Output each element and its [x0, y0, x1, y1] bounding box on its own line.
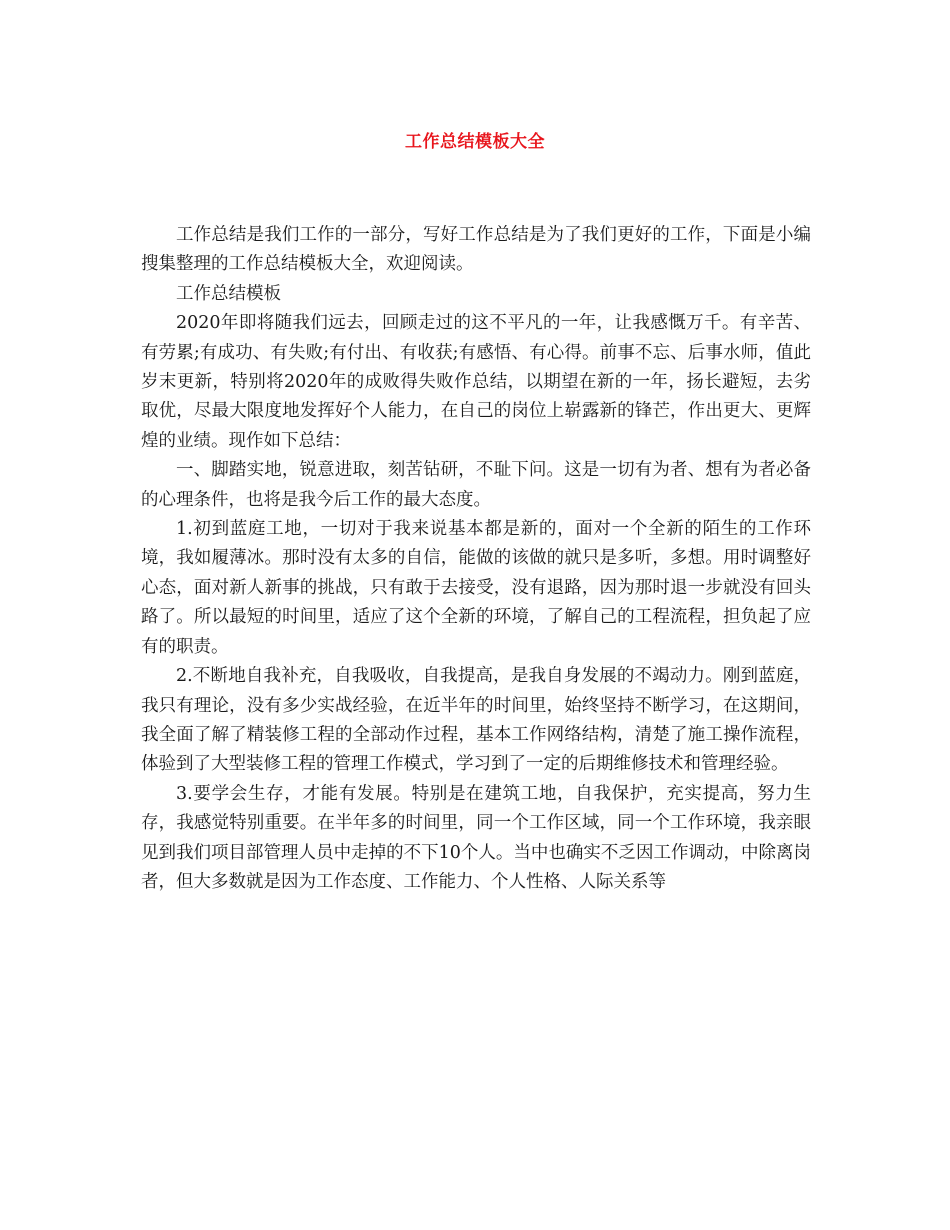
document-body — [141, 221, 811, 897]
paragraph-item-2: 2.不断地自我补充，自我吸收，自我提高，是我自身发展的不竭动力。刚到蓝庭，我只有理论，没有多少实战经验，在近半年的时间里，始终坚持不断学习，在这期间，我全面了解了精装修工程的全部动作过程，基本工作网络结构，清楚了施工操作流程，体验到了大型装修工程的管理工作模式，学习到了一定的后期维修技术和管理经验。 — [141, 666, 811, 775]
paragraph-intro: 工作总结是我们工作的一部分，写好工作总结是为了我们更好的工作，下面是小编搜集整理的工作总结模板大全，欢迎阅读。 — [141, 225, 811, 275]
paragraph-item-3: 3.要学会生存，才能有发展。特别是在建筑工地，自我保护，充实提高，努力生存，我感觉特别重要。在半年多的时间里，同一个工作区域，同一个工作环境，我亲眼见到我们项目部管理人员中走掉的不下10个人。当中也确实不乏因工作调动，中除离岗者，但大多数就是因为工作态度、工作能力、个人性格、人际关系等 — [141, 783, 811, 892]
paragraph-section-heading: 工作总结模板 — [176, 283, 281, 304]
paragraph-item-1: 1.初到蓝庭工地，一切对于我来说基本都是新的，面对一个全新的陌生的工作环境，我如履薄冰。那时没有太多的自信，能做的该做的就只是多听，多想。用时调整好心态，面对新人新事的挑战，只有敢于去接受，没有退路，因为那时退一步就没有回头路了。所以最短的时间里，适应了这个全新的环境，了解自己的工程流程，担负起了应有的职责。 — [141, 519, 811, 657]
document-title: 工作总结模板大全 — [405, 132, 545, 152]
paragraph-year-review: 2020年即将随我们远去，回顾走过的这不平凡的一年，让我感慨万千。有辛苦、有劳累;有成功、有失败;有付出、有收获;有感悟、有心得。前事不忘、后事水师，值此岁末更新，特别将2020年的成败得失败作总结，以期望在新的一年，扬长避短，去劣取优，尽最大限度地发挥好个人能力，在自己的岗位上崭露新的锋芒，作出更大、更辉煌的业绩。现作如下总结： — [141, 313, 811, 451]
paragraph-point-one: 一、脚踏实地，锐意进取，刻苦钻研，不耻下问。这是一切有为者、想有为者必备的心理条件，也将是我今后工作的最大态度。 — [141, 460, 811, 510]
